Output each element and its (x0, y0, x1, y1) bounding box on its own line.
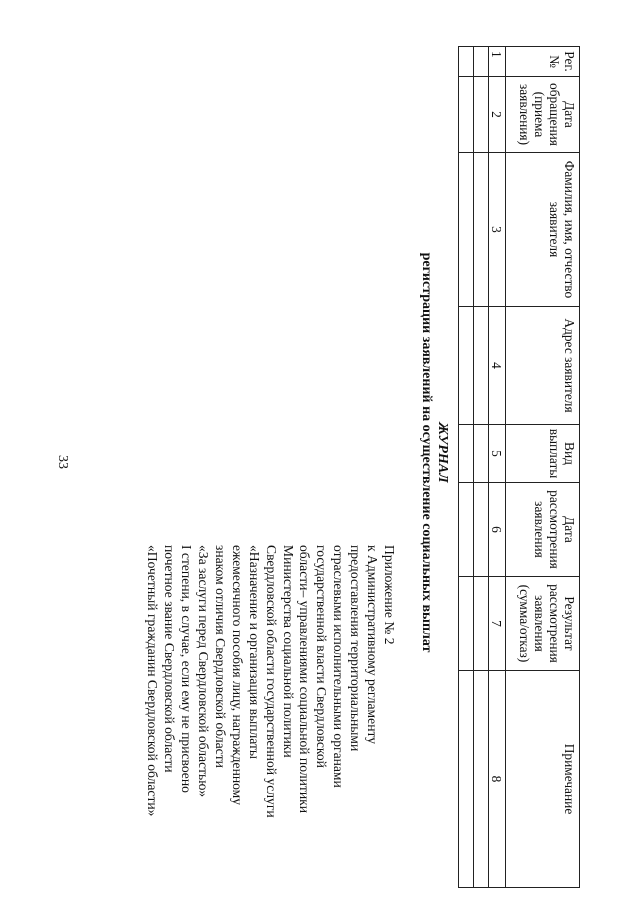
header-row (506, 47, 580, 888)
table-cell (459, 425, 474, 483)
journal-subtitle: регистрации заявлений на осуществление социальных выплат (419, 252, 434, 653)
appendix-line: «За заслуги перед Свердловской областью» (196, 545, 212, 798)
table-cell (474, 77, 489, 153)
table-cell (474, 425, 489, 483)
table-row (459, 47, 474, 888)
column-header-review-date: Дата рассмотрения заявления (506, 483, 580, 577)
table-cell (474, 47, 489, 77)
column-header-application-date: Дата обращения (приема заявления) (506, 77, 580, 153)
appendix-line: «Почетный гражданин Свердловской области» (145, 545, 161, 817)
appendix-line: к Административному регламенту (365, 545, 381, 745)
table-cell (474, 307, 489, 425)
appendix-line: I степени, в случае, если ему не присвоено (179, 545, 195, 793)
column-header-review-result: Результат рассмотрения заявления (сумма/отказ) (506, 577, 580, 671)
table-row (474, 47, 489, 888)
appendix-line: знаком отличия Свердловской области (212, 545, 228, 768)
column-number: 2 (489, 77, 506, 153)
column-number: 3 (489, 153, 506, 307)
appendix-line: Свердловской области государственной услуги (263, 545, 279, 818)
page-number: 33 (55, 455, 70, 469)
table-cell (474, 577, 489, 671)
column-number: 8 (489, 671, 506, 888)
journal-title: ЖУРНАЛ (435, 422, 450, 483)
appendix-line: Приложение № 2 (382, 545, 397, 645)
table-cell (459, 153, 474, 307)
table-cell (474, 483, 489, 577)
table-cell (459, 671, 474, 888)
column-number: 7 (489, 577, 506, 671)
register-table (458, 46, 580, 888)
table-cell (474, 671, 489, 888)
appendix-line: «Назначение и организация выплаты (246, 545, 262, 760)
appendix-line: государственной власти Свердловской (314, 545, 330, 768)
column-header-applicant-name: Фамилия, имя, отчество заявителя (506, 153, 580, 307)
column-number: 1 (489, 47, 506, 77)
appendix-line: почетное звание Свердловской области (162, 545, 178, 773)
column-number-row (489, 47, 506, 888)
table-cell (459, 577, 474, 671)
column-number: 4 (489, 307, 506, 425)
table-cell (474, 153, 489, 307)
column-header-payment-type: Вид выплаты (506, 425, 580, 483)
appendix-line: предоставления территориальными (348, 545, 364, 752)
table-cell (459, 47, 474, 77)
appendix-line: отраслевыми исполнительными органами (331, 545, 347, 788)
appendix-line: Министерства социальной политики (280, 545, 296, 758)
column-header-notes: Примечание (506, 671, 580, 888)
appendix-line: ежемесячного пособия лицу, награжденному (229, 545, 245, 806)
column-header-reg-number: Рег. № (506, 47, 580, 77)
column-header-applicant-address: Адрес заявителя (506, 307, 580, 425)
appendix-line: области– управлениями социальной политики (297, 545, 313, 813)
column-number: 6 (489, 483, 506, 577)
appendix-note (143, 545, 397, 895)
table-cell (459, 307, 474, 425)
table-cell (459, 483, 474, 577)
table-cell (459, 77, 474, 153)
column-number: 5 (489, 425, 506, 483)
